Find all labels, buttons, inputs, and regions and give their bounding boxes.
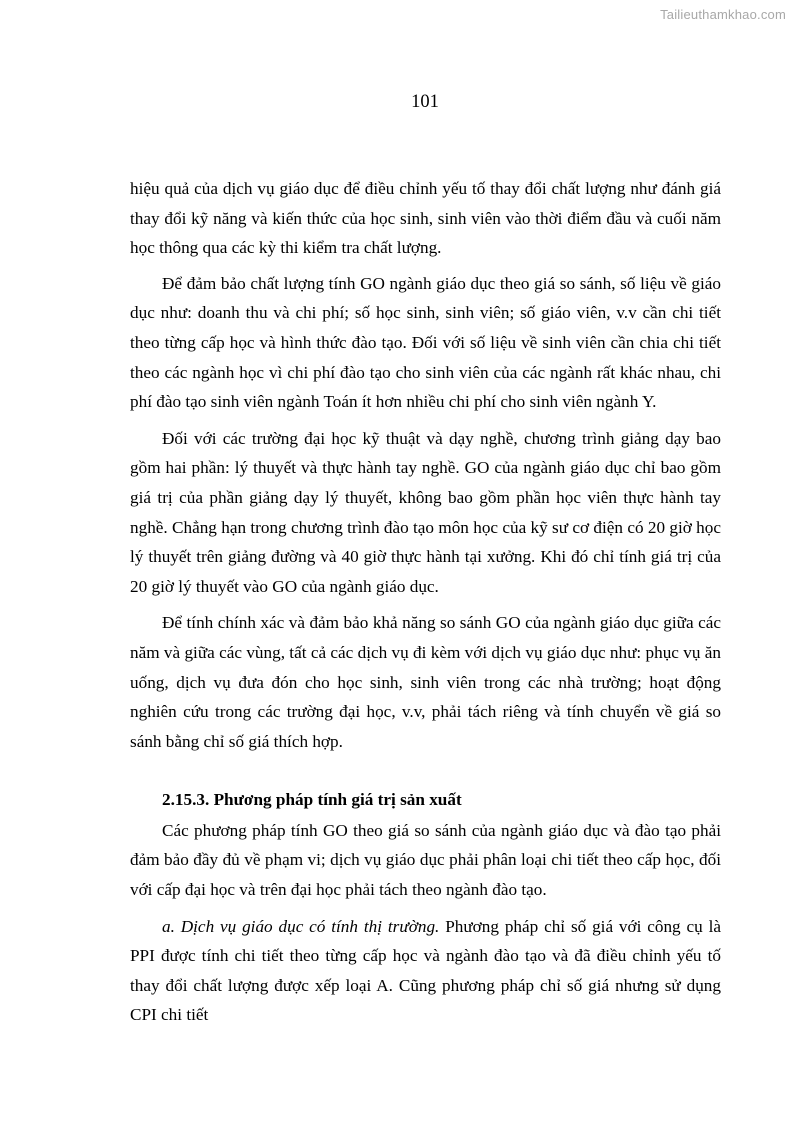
section-heading: 2.15.3. Phương pháp tính giá trị sản xuất <box>162 790 462 810</box>
paragraph-continuation: hiệu quả của dịch vụ giáo dục để điều chỉnh yếu tố thay đổi chất lượng như đánh giá thay đổi kỹ năng và kiến thức của học sinh, sinh viên vào thời điểm đầu và cuối năm học thông qua các kỳ thi kiểm tra chất lượng. <box>130 179 721 258</box>
item-a-text: Phương pháp chỉ số giá với công cụ là PPI được tính chi tiết theo từng cấp học và ngành đào tạo và đã điều chỉnh yếu tố thay đổi chất lượng được xếp loại A. Cũng phương pháp chỉ số giá nhưng sử dụng CPI chi tiết <box>130 916 721 1025</box>
item-a-label: a. Dịch vụ giáo dục có tính thị trường. <box>162 916 440 936</box>
document-body <box>130 174 721 1037</box>
section-intro: Các phương pháp tính GO theo giá so sánh của ngành giáo dục và đào tạo phải đảm bảo đầy đủ về phạm vi; dịch vụ giáo dục phải phân loại chi tiết theo cấp học, đối với cấp đại học và trên đại học phải tách theo ngành đào tạo. <box>130 820 721 900</box>
paragraph-technical-schools: Đối với các trường đại học kỹ thuật và dạy nghề, chương trình giảng dạy bao gồm hai phần: lý thuyết và thực hành tay nghề. GO của ngành giáo dục chỉ bao gồm giá trị của phần giảng dạy lý thuyết, không bao gồm phần học viên thực hành tay nghề. Chẳng hạn trong chương trình đào tạo môn học của kỹ sư cơ điện có 20 giờ học lý thuyết trên giảng đường và 40 giờ thực hành tại xưởng. Khi đó chỉ tính giá trị của 20 giờ lý thuyết vào GO của ngành giáo dục. <box>130 428 721 596</box>
watermark: Tailieuthamkhao.com <box>660 7 786 22</box>
paragraph-comparability: Để tính chính xác và đảm bảo khả năng so sánh GO của ngành giáo dục giữa các năm và giữa các vùng, tất cả các dịch vụ đi kèm với dịch vụ giáo dục như: phục vụ ăn uống, dịch vụ đưa đón cho học sinh, sinh viên trong các nhà trường; hoạt động nghiên cứu trong các trường đại học, v.v, phải tách riêng và tính chuyển về giá so sánh bằng chỉ số giá thích hợp. <box>130 613 721 751</box>
page-number: 101 <box>411 92 439 112</box>
item-a-paragraph <box>130 912 721 1030</box>
paragraph-data-quality: Để đảm bảo chất lượng tính GO ngành giáo dục theo giá so sánh, số liệu về giáo dục như: doanh thu và chi phí; số học sinh, sinh viên; số giáo viên, v.v cần chi tiết theo từng cấp học và hình thức đào tạo. Đối với số liệu về sinh viên cần chia chi tiết theo các ngành học vì chi phí đào tạo cho sinh viên của các ngành rất khác nhau, chi phí đào tạo sinh viên ngành Toán ít hơn nhiều chi phí cho sinh viên ngành Y. <box>130 273 721 412</box>
